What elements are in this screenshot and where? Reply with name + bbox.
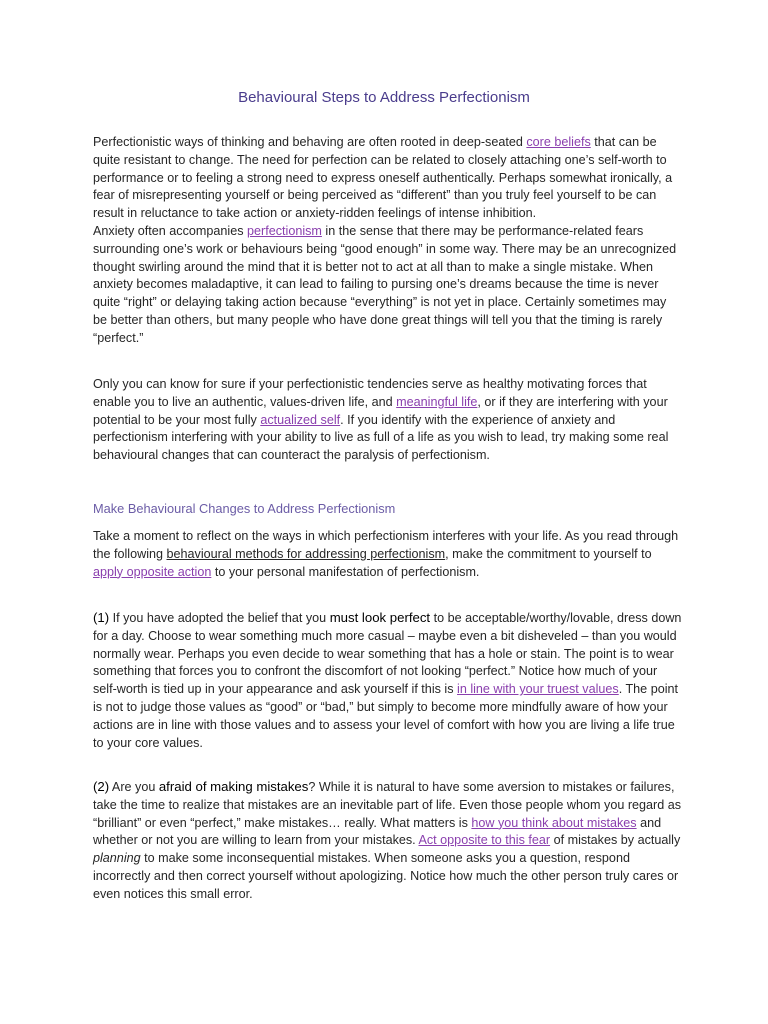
section-heading: Make Behavioural Changes to Address Perfectionism — [93, 501, 396, 516]
actualized-self-link[interactable]: actualized self — [260, 412, 341, 427]
step-number: (1) — [93, 610, 110, 625]
step-number: (2) — [93, 779, 110, 794]
text-run: Are you — [109, 780, 159, 794]
text-run: . The point is not to judge those values as “good” or “bad,” but simply to become more mindfully aware of how your actions are in line with those values and to assess your level of comfort with how you are living a life true to your core values. — [93, 682, 678, 750]
core-beliefs-link[interactable]: core beliefs — [526, 135, 591, 149]
paragraph-intro-1 — [93, 134, 683, 223]
paragraph-step-1 — [93, 609, 683, 752]
emphasis-text: afraid of making mistakes — [158, 779, 309, 794]
text-run: that can be quite resistant to change. The need for perfection can be related to closely attaching one’s self-worth to performance or to feeling a strong need to express oneself authentically. Perhaps somewhat ironically, a fear of misrepresenting yourself or being perceived as “different” than you truly feel yourself to be can result in reluctance to take action or anxiety-ridden feelings of intense inhibition. — [93, 135, 673, 221]
think-about-mistakes-link[interactable]: how you think about mistakes — [471, 815, 637, 830]
paragraph-text — [93, 376, 683, 465]
text-run: ? While it is natural to have some aversion to mistakes or failures, take the time to realize that mistakes are an inevitable part of life. Even those people whom you regard as “brilliant” or even “perfect,” make mistakes… really. What matters is — [93, 780, 682, 830]
paragraph-text — [93, 778, 683, 904]
text-run: Only you can know for sure if your perfectionistic tendencies serve as healthy motivating forces that enable you to live an authentic, values-driven life, and — [93, 377, 647, 409]
text-run: in the sense that there may be performance-related fears surrounding one’s work or behaviours being “good enough” in some way. There may be an unrecognized thought swirling around the mind that it is better not to act at all than to make a single mistake. When anxiety becomes maladaptive, it can lead to failing to pursing one’s dreams because the time is never quite “right” or delaying taking action because “everything” is not yet in place. Certainly sometimes may be better than others, but many people who have done great things will tell you that the timing is rarely “perfect.” — [93, 223, 677, 345]
page-title: Behavioural Steps to Address Perfectionism — [238, 89, 530, 106]
emphasis-text: must look perfect — [329, 610, 431, 625]
truest-values-link[interactable]: in line with your truest values — [457, 682, 619, 697]
meaningful-life-link[interactable]: meaningful life — [396, 394, 478, 409]
text-run: , make the commitment to yourself to — [445, 546, 652, 561]
italic-text: planning — [93, 851, 141, 866]
text-run: . If you identify with the experience of anxiety and perfectionism interfering with your ability to live as full of a life as you wish to lead, try making some real behavioural changes that can counteract the paralysis of perfectionism. — [93, 412, 669, 463]
paragraph-text — [93, 609, 683, 752]
text-run: Take a moment to reflect on the ways in which perfectionism interferes with your life. As you read through the following — [93, 529, 679, 561]
text-run: Anxiety often accompanies — [93, 223, 248, 238]
paragraph-intro-2 — [93, 223, 683, 348]
text-run: of mistakes by actually — [550, 833, 681, 848]
text-run: to make some inconsequential mistakes. When someone asks you a question, respond incorrectly and then correct yourself without apologizing. Notice how much the other person truly cares or even notices this small error. — [93, 851, 679, 901]
paragraph-step-2 — [93, 778, 683, 904]
text-run: Perfectionistic ways of thinking and behaving are often rooted in deep-seated — [93, 135, 527, 149]
text-run: to your personal manifestation of perfectionism. — [211, 564, 480, 579]
text-run: and whether or not you are willing to learn from your mistakes. — [93, 815, 662, 848]
intro-section — [93, 134, 683, 348]
text-run: If you have adopted the belief that you — [109, 611, 330, 625]
text-run: to be acceptable/worthy/lovable, dress down for a day. Choose to wear something much more casual – maybe even a bit disheveled – than you would normally wear. Perhaps you even decide to wear something that has a hole or stain. The point is to wear something that forces you to confront the discomfort of not looking “perfect.” Notice how much of your self-worth is tied up in your appearance and ask yourself if this is — [93, 611, 682, 697]
perfectionism-link[interactable]: perfectionism — [247, 223, 322, 238]
act-opposite-fear-link[interactable]: Act opposite to this fear — [418, 833, 551, 848]
paragraph-text — [93, 528, 683, 581]
behavioural-methods-link[interactable]: behavioural methods for addressing perfectionism — [166, 546, 446, 561]
paragraph-intro-3 — [93, 376, 683, 465]
apply-opposite-action-link[interactable]: apply opposite action — [93, 564, 212, 579]
paragraph-reflect — [93, 528, 683, 581]
text-run: , or if they are interfering with your potential to be your most fully — [93, 394, 668, 427]
